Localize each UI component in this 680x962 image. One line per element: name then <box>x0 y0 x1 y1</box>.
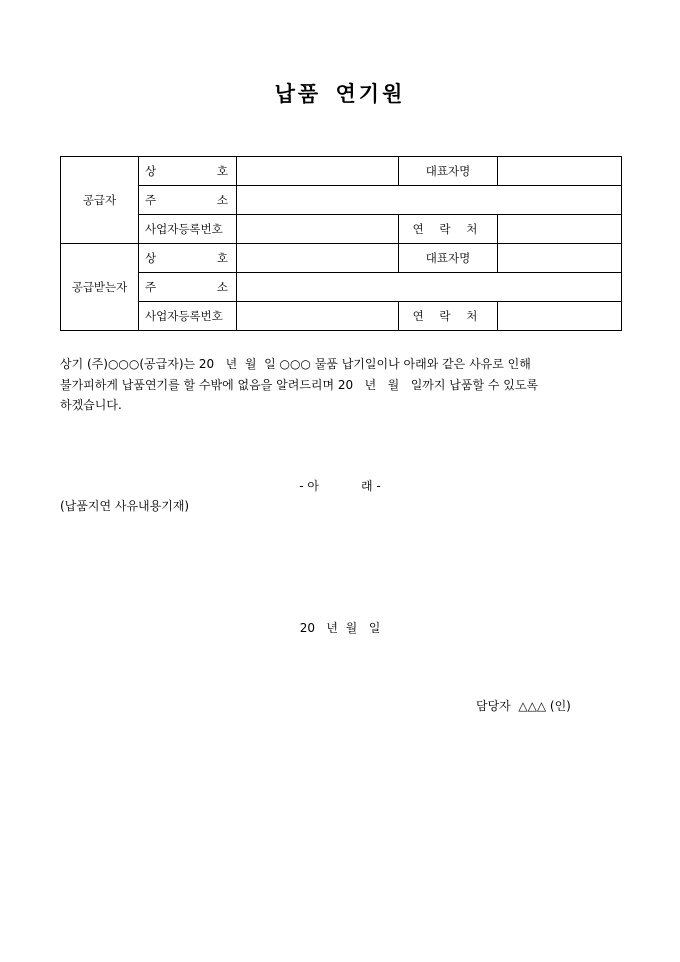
receiver-group-label: 공급받는자 <box>61 244 139 331</box>
notice-heading: - 아 래 - <box>299 479 381 493</box>
document-title: 납품 연기원 <box>274 81 406 106</box>
supplier-rep-label: 대표자명 <box>399 157 498 186</box>
receiver-contact-field[interactable] <box>498 302 622 331</box>
label-char-sang: 상 <box>145 164 157 178</box>
receiver-address-row <box>61 273 622 302</box>
receiver-regno-label: 사업자등록번호 <box>139 302 237 331</box>
body-line-2: 불가피하게 납품연기를 할 수밖에 없음을 알려드리며 20 년 월 일까지 납품할 수 있도록 <box>60 377 539 392</box>
receiver-regno-row <box>61 302 622 331</box>
supplier-regno-row <box>61 215 622 244</box>
supplier-group-label: 공급자 <box>61 157 139 244</box>
label-char-so: 소 <box>216 193 228 207</box>
receiver-rep-field[interactable] <box>498 244 622 273</box>
supplier-address-label <box>139 186 237 215</box>
label-char-sang: 상 <box>145 251 157 265</box>
date-line: 20 년 월 일 <box>299 621 381 635</box>
supplier-address-row <box>61 186 622 215</box>
label-char-ju: 주 <box>145 280 157 294</box>
body-line-1: 상기 (주)○○○(공급자)는 20 년 월 일 ○○○ 물품 납기일이나 아래와 같은 사유로 인해 <box>60 357 531 371</box>
receiver-name-label <box>139 244 237 273</box>
supplier-regno-field[interactable] <box>237 215 399 244</box>
supplier-address-field[interactable] <box>237 186 622 215</box>
supplier-contact-label: 연 락 처 <box>399 215 498 244</box>
receiver-address-label <box>139 273 237 302</box>
receiver-address-field[interactable] <box>237 273 622 302</box>
supplier-regno-label: 사업자등록번호 <box>139 215 237 244</box>
receiver-name-field[interactable] <box>237 244 399 273</box>
supplier-contact-field[interactable] <box>498 215 622 244</box>
supplier-name-label <box>139 157 237 186</box>
receiver-rep-label: 대표자명 <box>399 244 498 273</box>
signer-line: 담당자 △△△ (인) <box>476 699 571 713</box>
supplier-name-field[interactable] <box>237 157 399 186</box>
receiver-contact-label: 연 락 처 <box>399 302 498 331</box>
body-line-3: 하겠습니다. <box>60 398 122 412</box>
label-char-ho: 호 <box>216 251 228 265</box>
party-info-table <box>60 156 622 331</box>
label-char-ju: 주 <box>145 193 157 207</box>
body-paragraph <box>60 354 625 416</box>
delay-reason-label: (납품지연 사유내용기재) <box>60 499 190 513</box>
supplier-rep-field[interactable] <box>498 157 622 186</box>
label-char-ho: 호 <box>216 164 228 178</box>
label-char-so: 소 <box>216 280 228 294</box>
receiver-regno-field[interactable] <box>237 302 399 331</box>
receiver-name-row <box>61 244 622 273</box>
supplier-name-row <box>61 157 622 186</box>
